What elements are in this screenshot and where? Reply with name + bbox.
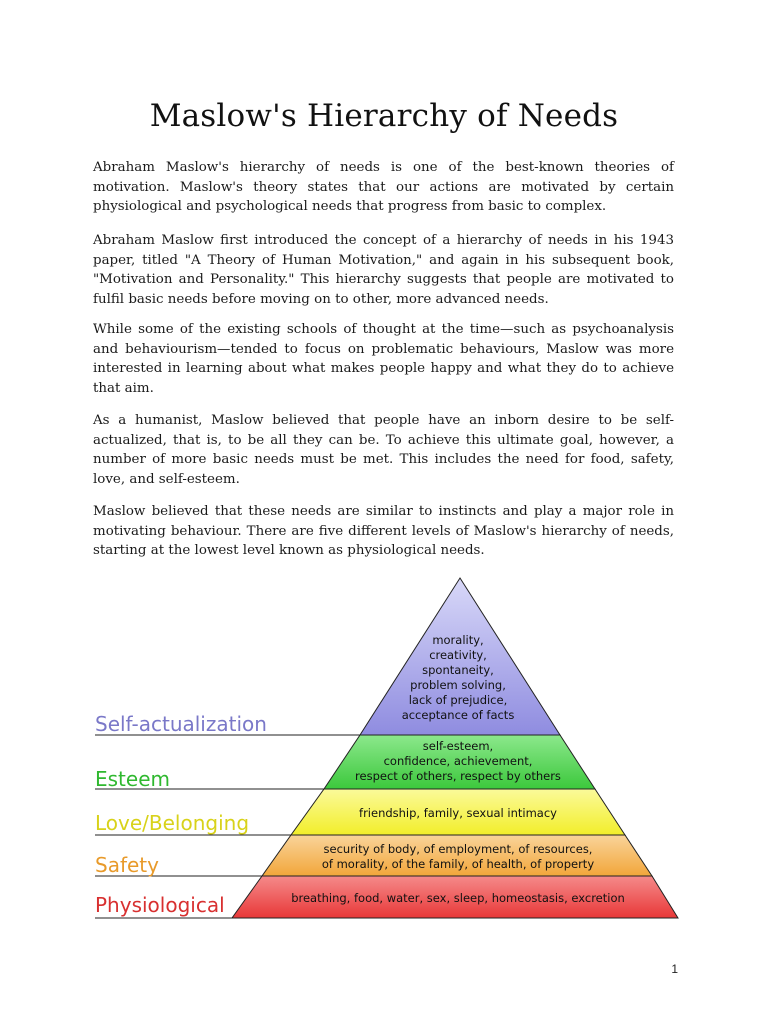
paragraph-schools: While some of the existing schools of thought at the time—such as psychoanalysis and behaviourism—tended to focus on problematic behaviours, Maslow was more interested in learning about what makes people happy and what they do to achieve that aim. xyxy=(93,322,674,396)
paragraph-humanist: As a humanist, Maslow believed that people have an inborn desire to be self-actualized, that is, to be all they can be. To achieve this ultimate goal, however, a number of more basic needs must be met. This includes the need for food, safety, love, and self-esteem. xyxy=(93,413,674,487)
paragraph-levels: Maslow believed that these needs are similar to instincts and play a major role in motivating behaviour. There are five different levels of Maslow's hierarchy of needs, starting at the lowest level known as physiological needs. xyxy=(93,504,674,559)
desc-safety-2: of morality, of the family, of health, of property xyxy=(321,857,595,871)
page-title: Maslow's Hierarchy of Needs xyxy=(149,98,619,134)
page-number: 1 xyxy=(671,962,678,976)
desc-self-actualization-1: morality, xyxy=(432,633,484,647)
maslow-pyramid-diagram xyxy=(0,560,768,940)
label-self-actualization: Self-actualization xyxy=(95,712,267,736)
label-physiological: Physiological xyxy=(95,893,225,917)
label-safety: Safety xyxy=(95,853,159,877)
desc-self-actualization-2: creativity, xyxy=(429,648,487,662)
desc-self-actualization-4: problem solving, xyxy=(410,678,506,692)
paragraph-history: Abraham Maslow first introduced the concept of a hierarchy of needs in his 1943 paper, titled "A Theory of Human Motivation," and again in his subsequent book, "Motivation and Personality." This hierarchy suggests that people are motivated to fulfil basic needs before moving on to other, more advanced needs. xyxy=(93,233,674,307)
desc-safety-1: security of body, of employment, of resources, xyxy=(323,842,593,856)
paragraph-intro: Abraham Maslow's hierarchy of needs is one of the best-known theories of motivation. Maslow's theory states that our actions are motivated by certain physiological and psychological needs that progress from basic to complex. xyxy=(93,160,674,215)
desc-self-actualization-5: lack of prejudice, xyxy=(408,693,508,707)
label-love-belonging: Love/Belonging xyxy=(95,811,250,835)
desc-esteem-3: respect of others, respect by others xyxy=(355,769,561,783)
desc-self-actualization-3: spontaneity, xyxy=(422,663,494,677)
label-esteem: Esteem xyxy=(95,767,170,791)
desc-esteem-1: self-esteem, xyxy=(422,739,494,753)
desc-esteem-2: confidence, achievement, xyxy=(383,754,533,768)
desc-physiological-1: breathing, food, water, sex, sleep, homeostasis, excretion xyxy=(291,891,625,905)
desc-love-belonging-1: friendship, family, sexual intimacy xyxy=(359,806,557,820)
desc-self-actualization-6: acceptance of facts xyxy=(401,708,515,722)
